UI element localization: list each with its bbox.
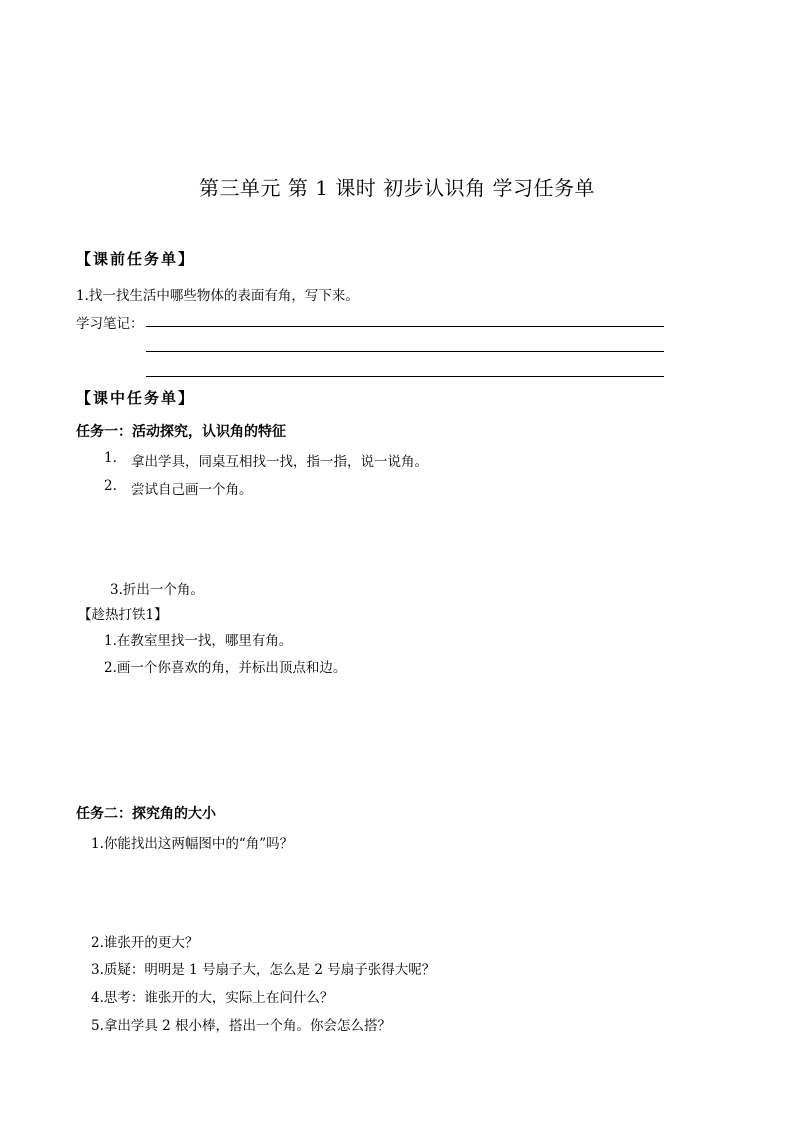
task2-question-1: 1.你能找出这两幅图中的“角”吗？ <box>91 836 294 852</box>
practice-heading: 【趁热打铁1】 <box>78 607 168 623</box>
task2-question-4: 4.思考：谁张开的大，实际上在问什么？ <box>91 990 334 1006</box>
pre-class-question-1: 1.找一找生活中哪些物体的表面有角，写下来。 <box>76 288 359 304</box>
in-class-heading: 【课中任务单】 <box>76 389 196 407</box>
task1-item-3: 3.折出一个角。 <box>110 582 204 598</box>
task2-title: 任务二：探究角的大小 <box>76 806 216 822</box>
task1-title: 任务一：活动探究，认识角的特征 <box>76 424 286 440</box>
task1-item-1-number: 1. <box>104 450 117 466</box>
task1-item-1-text: 拿出学具，同桌互相找一找，指一指，说一说角。 <box>131 454 428 470</box>
task2-question-2: 2.谁张开的更大？ <box>91 935 199 951</box>
page-title: 第三单元 第 1 课时 初步认识角 学习任务单 <box>198 176 595 200</box>
pre-class-heading: 【课前任务单】 <box>76 250 196 268</box>
notes-line-1 <box>146 326 664 327</box>
practice-item-2: 2.画一个你喜欢的角，并标出顶点和边。 <box>104 660 347 676</box>
practice-item-1: 1.在教室里找一找，哪里有角。 <box>104 633 293 649</box>
task1-item-2-number: 2. <box>104 478 117 494</box>
notes-line-2 <box>146 351 664 352</box>
task2-question-3: 3.质疑：明明是 1 号扇子大，怎么是 2 号扇子张得大呢？ <box>91 962 436 978</box>
notes-label: 学习笔记： <box>76 316 144 332</box>
task2-question-5: 5.拿出学具 2 根小棒，搭出一个角。你会怎么搭？ <box>91 1018 392 1034</box>
notes-line-3 <box>146 376 664 377</box>
task1-item-2-text: 尝试自己画一个角。 <box>131 482 253 498</box>
